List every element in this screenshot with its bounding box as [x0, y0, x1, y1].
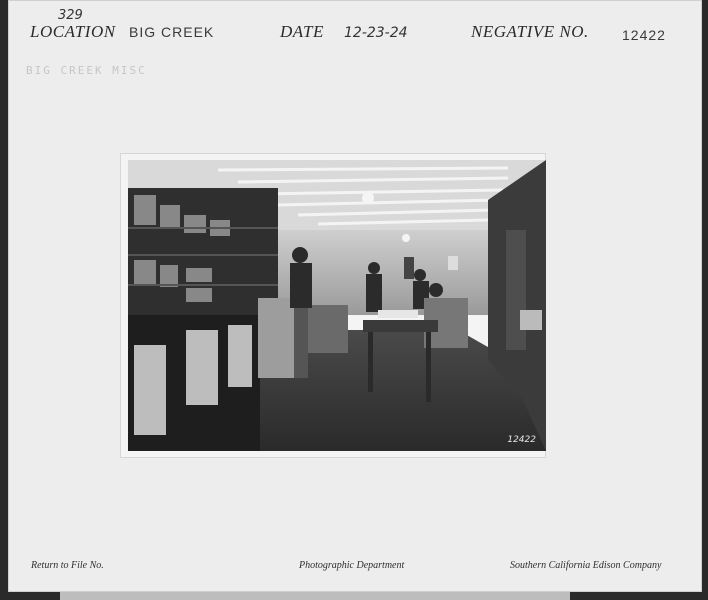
negative-value: 12422 [622, 27, 666, 43]
date-label: DATE [280, 22, 324, 41]
bottom-strip [60, 592, 570, 600]
negative-label: NEGATIVE NO. [471, 22, 589, 41]
footer-department: Photographic Department [299, 560, 405, 571]
date-value: 12-23-24 [344, 25, 408, 41]
handwritten-number: 329 [58, 8, 83, 23]
negative-number-overlay: 12422 [507, 435, 536, 445]
archival-photograph [128, 160, 546, 451]
office-interior-image [128, 160, 546, 451]
footer-company: Southern California Edison Company [510, 560, 662, 571]
location-label: LOCATION [30, 22, 116, 41]
footer-return-to-file: Return to File No. [31, 560, 104, 571]
location-value: BIG CREEK [129, 24, 215, 40]
faint-stamp-text: BIG CREEK MISC [26, 64, 147, 77]
